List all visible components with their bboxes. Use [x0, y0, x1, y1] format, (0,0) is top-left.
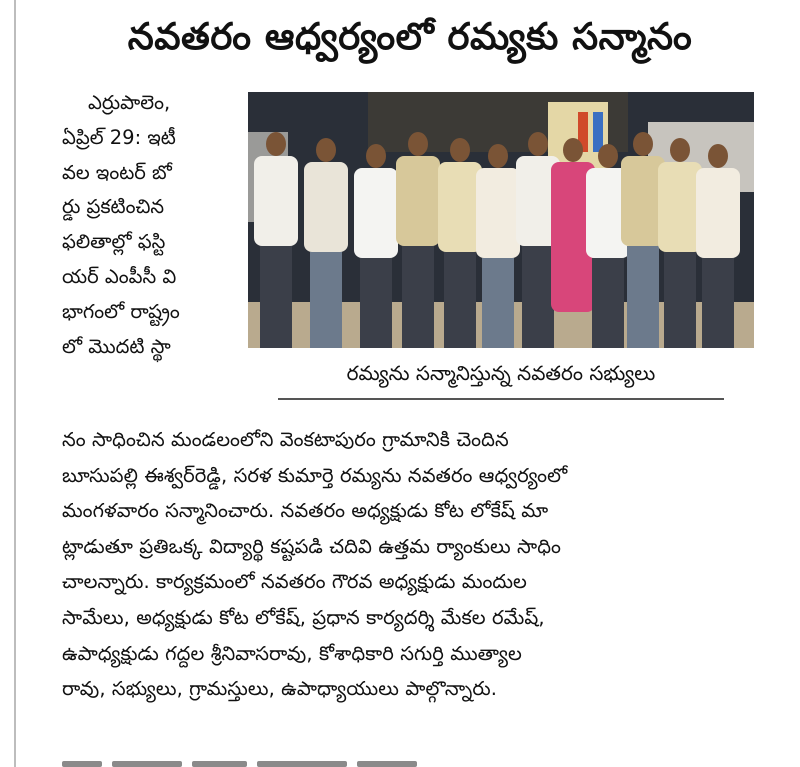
body-line: రావు, సభ్యులు, గ్రామస్తులు, ఉపాధ్యాయులు పాల్గొన్నారు. — [62, 677, 498, 701]
person-figure — [254, 132, 298, 348]
intro-line: ఫలితాల్లో ఫస్టి — [62, 230, 166, 254]
body-line: బూసుపల్లి ఈశ్వర్‌రెడ్డి, సరళ కుమార్తె రమ్యను నవతరం ఆధ్వర్యంలో — [62, 463, 568, 487]
group-photo — [248, 92, 754, 348]
person-figure — [354, 144, 398, 348]
intro-line: ఎర్రుపాలెం, — [88, 91, 171, 114]
body-line: నం సాధించిన మండలంలోని వెంకటాపురం గ్రామానికి చెందిన — [62, 428, 509, 451]
person-figure — [696, 144, 740, 348]
person-figure — [304, 138, 348, 348]
news-photo-figure — [248, 92, 754, 402]
article-body — [62, 422, 762, 707]
person-figure — [476, 144, 520, 348]
body-line: చాలన్నారు. కార్యక్రమంలో నవతరం గౌరవ అధ్యక్షుడు మందుల — [62, 570, 527, 594]
person-figure — [658, 138, 702, 348]
cut-off-next-line — [62, 752, 492, 767]
body-line: సామేలు, అధ్యక్షుడు కోట లోకేష్, ప్రధాన కార్యదర్శి మేకల రమేష్, — [62, 605, 545, 629]
intro-line: ర్డు ప్రకటించిన — [62, 195, 165, 219]
person-figure — [396, 132, 440, 348]
person-figure — [438, 138, 482, 348]
intro-line: ఏప్రిల్ 29: ఇటీ — [62, 125, 176, 149]
intro-line: వల ఇంటర్ బో — [62, 160, 172, 184]
body-line: ట్లాడుతూ ప్రతిఒక్క విద్యార్థి కష్టపడి చదివి ఉత్తమ ర్యాంకులు సాధిం — [62, 534, 561, 558]
article-headline: నవతరం ఆధ్వర్యంలో రమ్యకు సన్మానం — [127, 15, 693, 58]
intro-line: యర్ ఎంపీసీ వి — [62, 264, 177, 288]
article-intro-column — [62, 86, 242, 364]
intro-line: భాగంలో రాష్ట్రం — [62, 299, 180, 323]
body-line: ఉపాధ్యక్షుడు గద్దల శ్రీనివాసరావు, కోశాధికారి సగుర్తి ముత్యాల — [62, 641, 522, 665]
group-photo-illustration — [248, 92, 754, 348]
page-left-border — [14, 0, 16, 767]
intro-line: లో మొదటి స్థా — [62, 334, 171, 358]
photo-caption: రమ్యను సన్మానిస్తున్న నవతరం సభ్యులు — [346, 361, 656, 385]
caption-divider — [278, 398, 724, 400]
body-line: మంగళవారం సన్మానించారు. నవతరం అధ్యక్షుడు కోట లోకేష్ మా — [62, 499, 549, 523]
